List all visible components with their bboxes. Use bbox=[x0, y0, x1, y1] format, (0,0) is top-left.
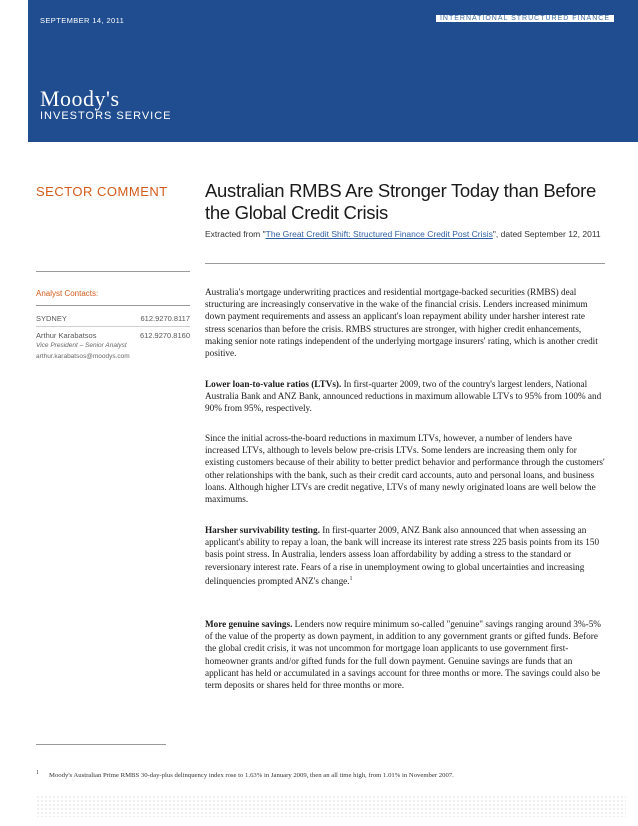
analyst-phone: 612.9270.8160 bbox=[139, 331, 190, 340]
contacts-divider bbox=[36, 305, 190, 306]
extract-suffix: ", dated September 12, 2011 bbox=[492, 229, 601, 239]
footnote bbox=[36, 770, 626, 779]
office-name: SYDNEY bbox=[36, 314, 67, 323]
paragraph-ltv-followup: Since the initial across-the-board reductions in maximum LTVs, however, a number of lenders have increased LTVs, although to levels below pre-crisis LTVs. Some lenders are increasing them only for existing customers because of their ability to better predict behavior and performance through the customers' other relationships with the bank, such as their credit card accounts, auto and personal loans, and business loans. Although higher LTVs are credit negative, LTVs of many newly originated loans are well below the maximums. bbox=[205, 433, 605, 505]
logo-subtitle: INVESTORS SERVICE bbox=[40, 110, 172, 122]
paragraph-intro: Australia's mortgage underwriting practices and residential mortgage-backed securities (RMBS) deal structuring are increasingly conservative in the wake of the financial crisis. Lenders increased minimum down payment requirements and assess an applicant's loan repayment ability under harsher interest rate stress scenarios than before the crisis. RMBS structures are stronger, with higher credit enhancements, making senior note ratings independent of the underlying mortgage insurers' rating, which is another credit positive. bbox=[205, 287, 598, 359]
ltv-heading: Lower loan-to-value ratios (LTVs). bbox=[205, 379, 342, 389]
moodys-logo: Moody's bbox=[40, 86, 120, 111]
footnote-number: 1 bbox=[36, 770, 39, 776]
office-line bbox=[36, 314, 190, 323]
footnote-divider bbox=[36, 744, 166, 745]
savings-heading: More genuine savings. bbox=[205, 619, 293, 629]
office-phone: 612.9270.8117 bbox=[140, 314, 190, 323]
footnote-text: Moody's Australian Prime RMBS 30-day-plus delinquency index rose to 1.63% in January 2009, then an all time high, from 1.01% in November 2007. bbox=[49, 772, 454, 780]
footnote-ref[interactable]: 1 bbox=[349, 575, 353, 582]
analyst-name: Arthur Karabatsos bbox=[36, 331, 97, 340]
analyst-role: Vice President – Senior Analyst bbox=[36, 342, 127, 349]
extract-prefix: Extracted from " bbox=[205, 229, 266, 239]
office-divider bbox=[36, 326, 190, 327]
analyst-line bbox=[36, 331, 190, 340]
title-divider bbox=[205, 263, 605, 264]
savings-text: Lenders now require minimum so-called "genuine" savings ranging around 3%-5% of the value of the property as down payment, in addition to any government grants or gifted funds. Before the global credit crisis, it was not uncommon for mortgage loan applicants to use government first-homeowner grants and/or gifted funds for the full down payment. Genuine savings are funds that an applicant has held or accumulated in a savings account for three months or more. The savings could also be term deposits or shares held for three months or more. bbox=[205, 619, 601, 691]
analyst-email-link[interactable]: arthur.karabatsos@moodys.com bbox=[36, 353, 130, 360]
decorative-dot-pattern bbox=[36, 795, 626, 817]
analyst-contacts-heading: Analyst Contacts: bbox=[36, 289, 99, 298]
sidebar-divider bbox=[36, 271, 190, 272]
source-report-link[interactable]: The Great Credit Shift: Structured Finance Credit Post Crisis bbox=[265, 229, 493, 239]
paragraph-survivability bbox=[205, 524, 605, 587]
document-type-label: SECTOR COMMENT bbox=[36, 184, 168, 199]
category-label: INTERNATIONAL STRUCTURED FINANCE bbox=[436, 15, 614, 22]
ltv-text: In first-quarter 2009, two of the country's largest lenders, National Australia Bank and ANZ Bank, announced reductions in maximum allowable LTVs to 95% from 100% and 90% from 95%, respectively. bbox=[205, 379, 602, 414]
survivability-text: In first-quarter 2009, ANZ Bank also announced that when assessing an applicant's ability to repay a loan, the bank will increase its interest rate stress 225 basis points from its 150 basis point stress. In Australia, lenders assess loan affordability by adding a stress to the standard or reversionary interest rate. Fears of a rise in unemployment owing to global uncertainties and increasing delinquencies prompted ANZ's change. bbox=[205, 525, 600, 586]
extract-note bbox=[205, 229, 605, 240]
survivability-heading: Harsher survivability testing. bbox=[205, 525, 320, 535]
publication-date: SEPTEMBER 14, 2011 bbox=[40, 16, 125, 25]
paragraph-savings bbox=[205, 618, 605, 691]
page-title: Australian RMBS Are Stronger Today than Before the Global Credit Crisis bbox=[205, 180, 597, 223]
paragraph-ltv bbox=[205, 378, 605, 415]
